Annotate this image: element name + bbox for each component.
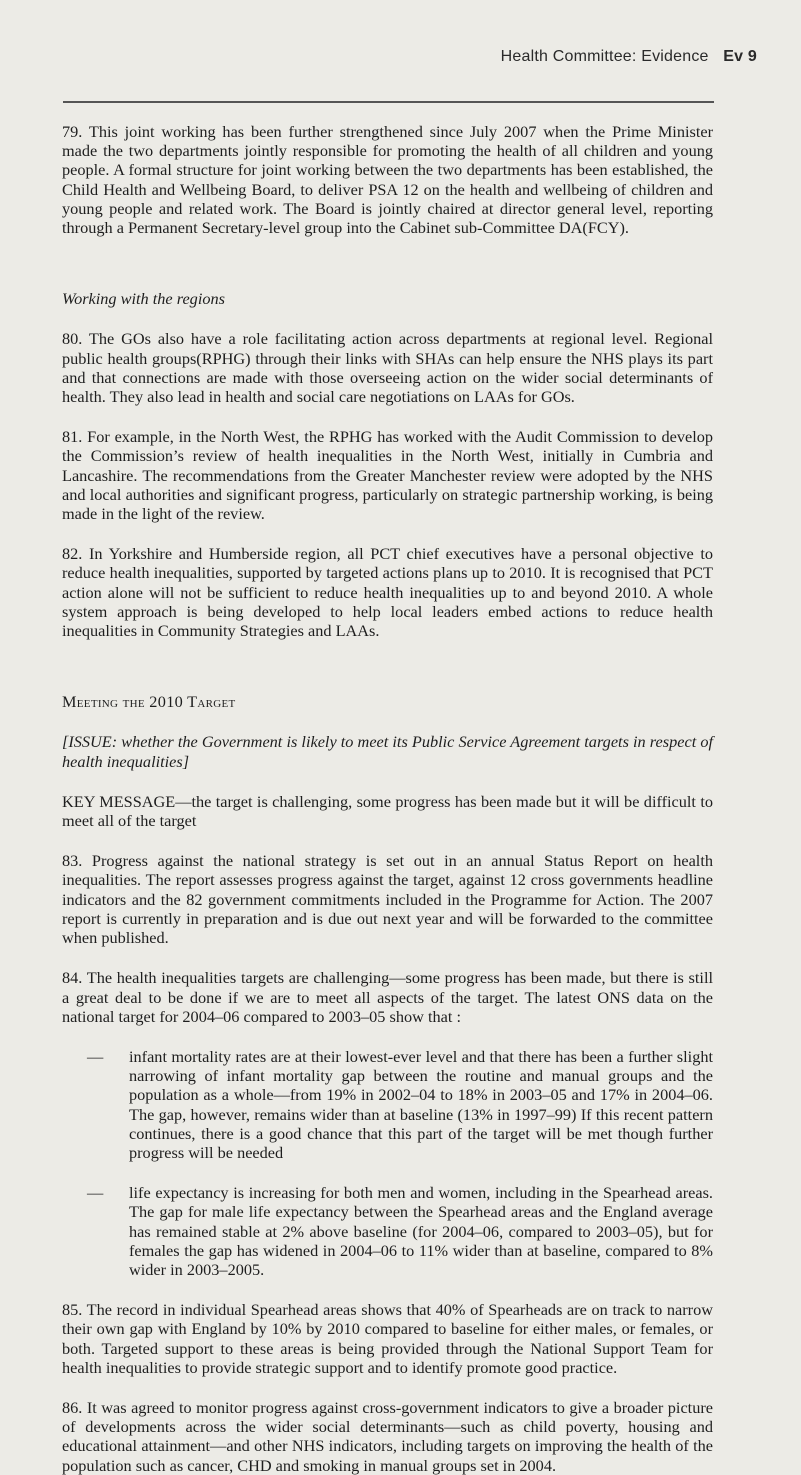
running-header (501, 48, 757, 66)
paragraph-85: 85. The record in individual Spearhead areas shows that 40% of Spearheads are on track to narrow their own gap with England by 10% by 2010 compared to baseline for either males, or females, or both. Targeted support to these areas is being provided through the National Support Team for health inequalities to provide strategic support and to identify promote good practice. (62, 1300, 713, 1377)
paragraph-83: 83. Progress against the national strategy is set out in an annual Status Report on health inequalities. The report assesses progress against the target, against 12 cross governments headline indicators and the 82 government commitments included in the Programme for Action. The 2007 report is currently in preparation and is due out next year and will be forwarded to the committee when published. (62, 851, 713, 948)
paragraph-79: 79. This joint working has been further strengthened since July 2007 when the Prime Minister made the two departments jointly responsible for promoting the health of all children and young people. A formal structure for joint working between the two departments has been established, the Child Health and Wellbeing Board, to deliver PSA 12 on the health and wellbeing of children and young people and related work. The Board is jointly chaired at director general level, reporting through a Permanent Secretary-level group into the Cabinet sub-Committee DA(FCY). (62, 122, 713, 238)
section-heading: Meeting the 2010 Target (62, 692, 236, 712)
header-title: Health Committee: Evidence (500, 48, 709, 65)
paragraph-81: 81. For example, in the North West, the RPHG has worked with the Audit Commission to develop the Commission’s review of health inequalities in the North West, initially in Cumbria and Lancashire. The recommendations from the Greater Manchester review were adopted by the NHS and local authorities and significant progress, particularly on strategic partnership working, is being made in the light of the review. (62, 427, 713, 524)
paragraph-82: 82. In Yorkshire and Humberside region, all PCT chief executives have a personal objective to reduce health inequalities, supported by targeted actions plans up to 2010. It is recognised that PCT action alone will not be sufficient to reduce health inequalities up to and beyond 2010. A whole system approach is being developed to help local leaders embed actions to reduce health inequalities in Community Strategies and LAAs. (62, 544, 713, 641)
document-body (62, 122, 713, 1475)
bullet-text: life expectancy is increasing for both men and women, including in the Spearhead areas. The gap for male life expectancy between the Spearhead areas and the England average has remained stable at 2% above baseline (for 2004–06, compared to 2003–05), but for females the gap has widened in 2004–06 to 11% wider than at baseline, compared to 8% wider in 2003–2005. (129, 1183, 713, 1279)
bullet-text: infant mortality rates are at their lowest-ever level and that there has been a further slight narrowing of infant mortality gap between the routine and manual groups and the population as a whole—from 19% in 2002–04 to 18% in 2003–05 and 17% in 2004–06. The gap, however, remains wider than at baseline (13% in 1997–99) If this recent pattern continues, there is a good chance that this part of the target will be met though further progress will be needed (129, 1046, 713, 1162)
bullet-dash: — (87, 1183, 104, 1203)
paragraph-86: 86. It was agreed to monitor progress against cross-government indicators to give a broader picture of developments across the wider social determinants—such as child poverty, housing and educational attainment—and other NHS indicators, including targets on improving the health of the population such as cancer, CHD and smoking in manual groups set in 2004. (62, 1397, 713, 1475)
paragraph-80: 80. The GOs also have a role facilitating action across departments at regional level. Regional public health groups(RPHG) through their links with SHAs can help ensure the NHS plays its part and that connections are made with those overseeing action on the wider social determinants of health. They also lead in health and social care negotiations on LAAs for GOs. (62, 329, 713, 407)
header-rule (63, 101, 714, 103)
bullet-item-infant-mortality (62, 1047, 713, 1162)
bullet-dash: — (87, 1046, 104, 1066)
bullet-item-life-expectancy (62, 1183, 713, 1279)
issue-statement: [ISSUE: whether the Government is likely to meet its Public Service Agreement targets in respect of health inequalities] (62, 732, 713, 771)
page-number: Ev 9 (723, 48, 757, 65)
regions-subheading: Working with the regions (62, 289, 225, 309)
key-message: KEY MESSAGE—the target is challenging, some progress has been made but it will be difficult to meet all of the target (62, 791, 713, 831)
paragraph-84: 84. The health inequalities targets are challenging—some progress has been made, but there is still a great deal to be done if we are to meet all aspects of the target. The latest ONS data on the national target for 2004–06 compared to 2003–05 show that : (62, 968, 713, 1026)
